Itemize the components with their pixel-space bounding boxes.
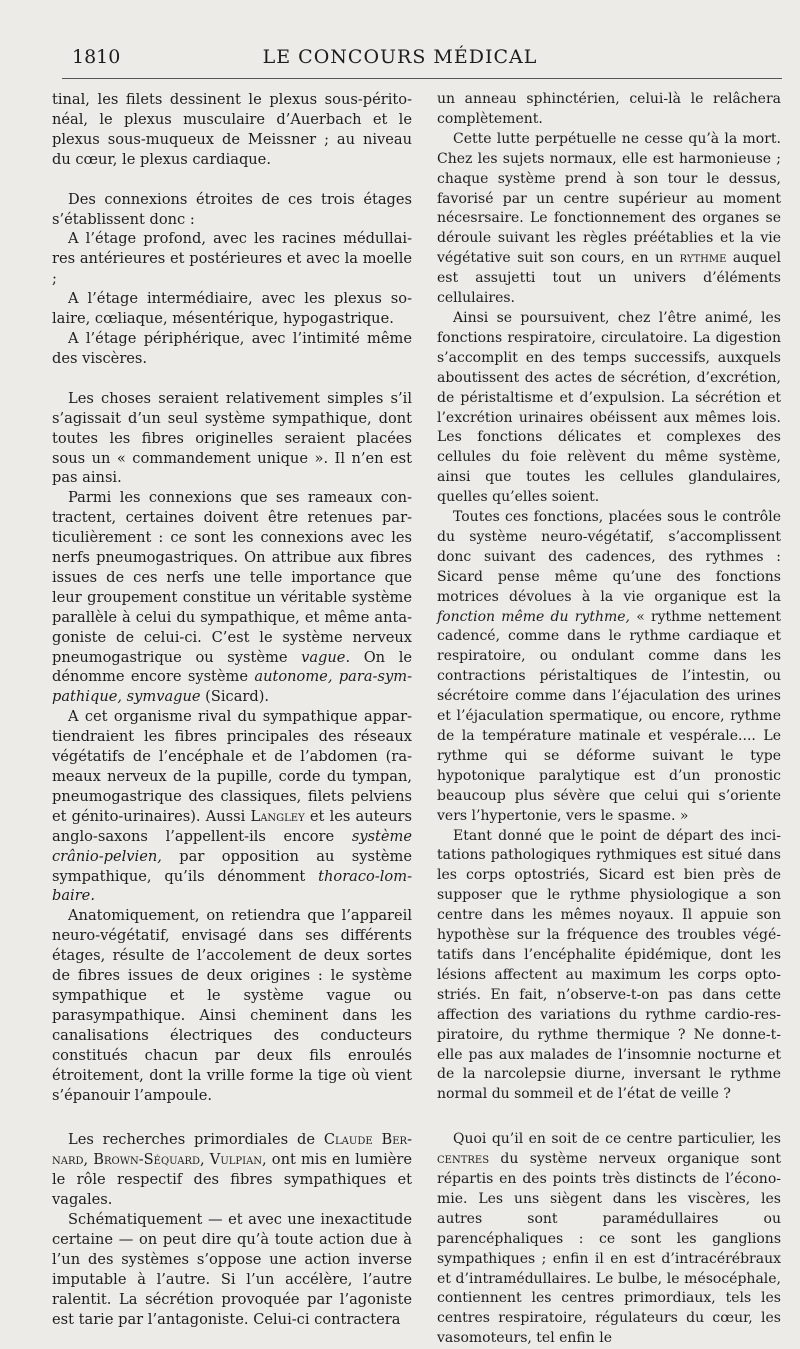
text-run: par opposition au système sympathique, qu’ils dénomment <box>52 847 412 885</box>
italic-term: fonction même du rythme, <box>437 608 630 625</box>
italic-term: thoraco-lombaire. <box>52 867 412 905</box>
text-run: . On le dénomme encore système <box>52 648 413 686</box>
author-names: Claude Bernard, Brown-Séquard, Vulpian, <box>52 1131 412 1169</box>
journal-title: LE CONCOURS MÉDICAL <box>262 46 538 68</box>
quotation: « rythme nettement cadencé, comme dans le rythme cardiaque et respiratoire, ou ondulant comme dans les contractions péristaltiques de l’intestin, ou sécrétoire comme dans l’éjaculation des urines et l’éjaculation spermatique, ou encore, rythme de la température matinale et vespérale.... Le rythme qui se déforme suivant le type hypotonique paralytique est d’un pronostic beaucoup plus sévère que celui qui s’oriente vers l’hypertonie, vers le spasme. » <box>437 608 781 824</box>
emphasis-term: centres <box>437 1151 490 1168</box>
paragraph <box>437 1130 781 1349</box>
paragraph <box>52 1130 412 1210</box>
text-run: Cette lutte perpétuelle ne cesse qu’à la mort. Chez les sujets normaux, elle est harmonieuse ; chaque système prend à son tour le dessus, favorisé par un centre supérieur au moment nécesrsaire. Le fonctionnement des organes se déroule suivant les règles préétablies et la vie végétative suit son cours, en un <box>437 130 781 267</box>
paragraph: Ainsi se poursuivent, chez l’être animé, les fonctions respiratoire, circulatoire. La digestion s’accomplit en des temps successifs, auxquels aboutissent des actes de sécrétion, d’excrétion, de péristaltisme et d’expulsion. La sécrétion et l’excrétion urinaires obéissent aux mêmes lois. Les fonctions délicates et complexes des cellules du foie relèvent du même système, ainsi que toutes les cellules glandulaires, quelles qu’elles soient. <box>437 309 781 506</box>
paragraph: Anatomiquement, on retiendra que l’appareil neuro-végétatif, envisagé dans ses différents étages, résulte de l’accolement de deux sortes de fibres issues de deux origines : le système sympathique et le système vague ou parasympathique. Ainsi cheminent dans les canalisations électriques des conducteurs constitués chacun par deux fils enroulés étroitement, dont la vrille forme la tige où vient s’épanouir l’ampoule. <box>52 907 412 1104</box>
paragraph: un anneau sphinctérien, celui-là le relâchera complètement. <box>437 91 781 127</box>
text-run: Les recherches primordiales de <box>68 1131 315 1149</box>
paragraph <box>52 488 412 707</box>
header-rule <box>62 78 782 79</box>
paragraph <box>437 508 781 827</box>
left-column <box>52 90 412 1329</box>
paragraph: Des connexions étroites de ces trois étages s’établissent donc : <box>52 190 412 228</box>
italic-term: vague <box>301 648 346 666</box>
paragraph: A l’étage intermédiaire, avec les plexus solaire, cœliaque, mésentérique, hypogastrique. <box>52 290 412 328</box>
author-name: Langley <box>250 807 305 825</box>
emphasis-term: rythme <box>679 250 727 267</box>
text-run: A cet organisme rival du sympathique appartiendraient les fibres principales des réseaux végétatifs de l’encéphale et de l’abdomen (rameaux nerveux de la pupille, corde du tympan, pneumogastrique des classiques, filets pelviens et génito-urinaires). Aussi <box>52 708 412 825</box>
paragraph: Etant donné que le point de départ des incitations pathologiques rythmiques est situé dans les corps optostriés, Sicard est bien près de supposer que le rythme physiologique a son centre dans les mêmes noyaux. Il appuie son hypothèse sur la fréquence des troubles végétatifs dans l’encéphalite épidémique, dont les lésions affectent au maximum les corps optostriés. En fait, n’observe-t-on pas dans cette affection des variations du rythme cardio-respiratoire, du rythme thermique ? Ne donne-t-elle pas aux malades de l’insomnie nocturne et de la narcolepsie diurne, inversant le rythme normal du sommeil et de l’état de veille ? <box>437 827 781 1103</box>
right-column <box>437 90 781 1349</box>
page-number: 1810 <box>72 46 121 68</box>
text-run: ont mis en lumière le rôle respectif des fibres sympathiques et vagales. <box>52 1151 412 1209</box>
text-run: du système nerveux organique sont répartis en des points très distincts de l’économie. Les uns siègent dans les viscères, les autres sont paramédullaires ou parencéphaliques : ce sont les ganglions sympathiques ; enfin il en est d’intracérébraux et d’intramédullaires. Le bulbe, le mésocéphale, contiennent les centres primordiaux, tels les centres respiratoire, régulateurs du cœur, les vasomoteurs, tel enfin le <box>437 1151 782 1347</box>
text-run: et les auteurs anglo-saxons l’appellent-ils encore <box>52 807 413 845</box>
text-run: (Sicard). <box>205 688 270 706</box>
italic-term: système crânio-pelvien, <box>52 827 413 865</box>
text-run: Quoi qu’il en soit de ce centre particulier, les <box>453 1131 781 1148</box>
paragraph <box>52 707 412 906</box>
paragraph: A l’étage profond, avec les racines médullaires antérieures et postérieures et avec la moelle ; <box>52 230 412 288</box>
italic-term: autonome, para-sympathique, symvague <box>52 668 412 706</box>
text-run: auquel est assujetti tout un univers d’éléments cellulaires. <box>437 250 782 307</box>
text-run: Parmi les connexions que ses rameaux contractent, certaines doivent être retenues particulièrement : ce sont les connexions avec les nerfs pneumogastriques. On attribue aux fibres issues de ces nerfs une telle importance que leur groupement constitue un véritable système parallèle à celui du sympathique, et même antagoniste de celui-ci. C’est le système nerveux pneumogastrique ou système <box>52 489 412 666</box>
page-header <box>0 40 800 80</box>
text-run: Toutes ces fonctions, placées sous le contrôle du système neuro-végétatif, s’accomplissent donc suivant des cadences, des rythmes : Sicard pense même qu’une des fonctions motrices dévolues à la vie organique est la <box>437 509 781 605</box>
paragraph: tinal, les filets dessinent le plexus sous-péritonéal, le plexus musculaire d’Auerbach et le plexus sous-muqueux de Meissner ; au niveau du cœur, le plexus cardiaque. <box>52 91 412 168</box>
paragraph: Les choses seraient relativement simples s’il s’agissait d’un seul système sympathique, dont toutes les fibres originelles seraient placées sous un « commandement unique ». Il n’en est pas ainsi. <box>52 389 412 487</box>
paragraph: A l’étage périphérique, avec l’intimité même des viscères. <box>52 329 412 367</box>
paragraph: Schématiquement — et avec une inexactitude certaine — on peut dire qu’à toute action due à l’un des systèmes s’oppose une action inverse imputable à l’autre. Si l’un accélère, l’autre ralentit. La sécrétion provoquée par l’agoniste est tarie par l’antagoniste. Celui-ci contractera <box>52 1211 412 1328</box>
paragraph <box>437 130 781 309</box>
